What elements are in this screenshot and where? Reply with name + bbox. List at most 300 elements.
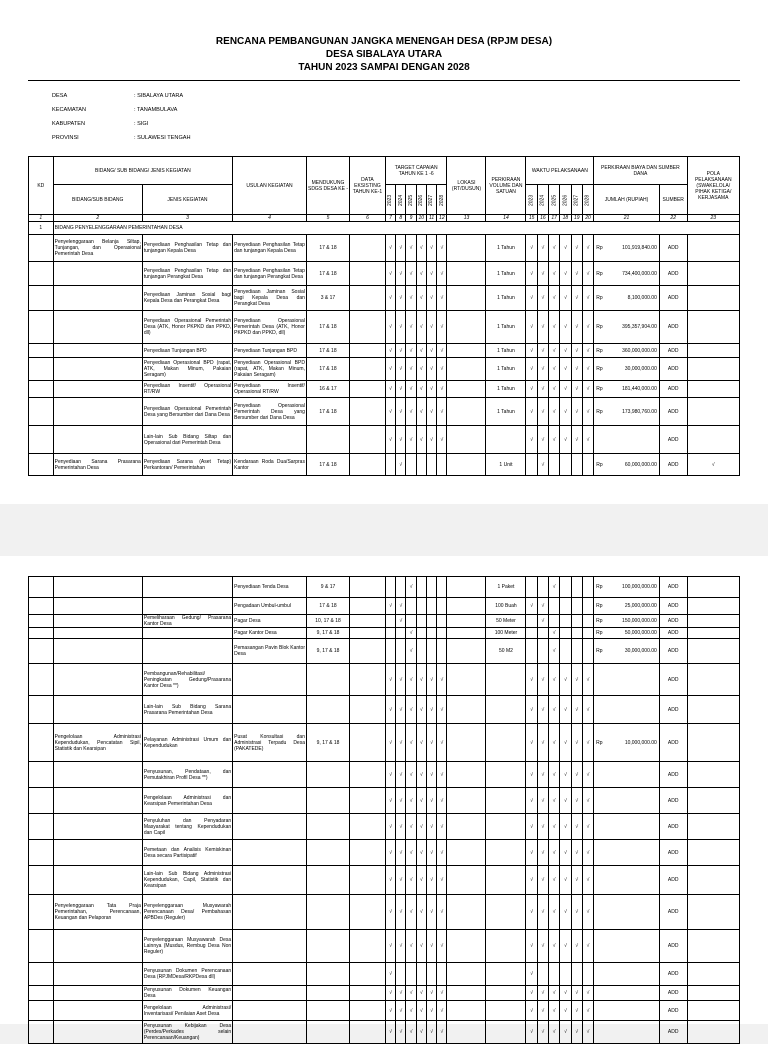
waktu-check: √ bbox=[537, 286, 548, 311]
header-target-year: 2024 bbox=[396, 185, 406, 215]
waktu-check: √ bbox=[560, 358, 571, 381]
sdgs-cell bbox=[307, 930, 350, 963]
waktu-check: √ bbox=[526, 235, 537, 262]
target-check: √ bbox=[426, 398, 436, 426]
target-check: √ bbox=[416, 840, 426, 866]
target-check: √ bbox=[426, 1021, 436, 1044]
sdgs-cell: 9, 17 & 18 bbox=[307, 724, 350, 762]
meta-value: : SULAWESI TENGAH bbox=[134, 135, 191, 141]
sumber-cell: ADD bbox=[659, 930, 687, 963]
target-check: √ bbox=[396, 311, 406, 344]
section-row bbox=[29, 222, 740, 235]
target-check bbox=[385, 628, 395, 639]
waktu-check bbox=[571, 639, 582, 664]
waktu-check bbox=[560, 963, 571, 986]
pola-cell bbox=[687, 840, 740, 866]
bidang-cell bbox=[53, 696, 142, 724]
target-check: √ bbox=[385, 788, 395, 814]
target-check: √ bbox=[396, 381, 406, 398]
target-check: √ bbox=[437, 762, 447, 788]
sdgs-cell: 17 & 18 bbox=[306, 344, 349, 358]
waktu-check: √ bbox=[537, 814, 548, 840]
target-check: √ bbox=[426, 814, 436, 840]
volume-cell: 1 Tahun bbox=[486, 286, 526, 311]
waktu-check: √ bbox=[526, 311, 537, 344]
waktu-check bbox=[549, 615, 560, 628]
waktu-check: √ bbox=[537, 426, 548, 454]
pola-cell bbox=[687, 398, 739, 426]
data-eksisting-cell bbox=[350, 1021, 386, 1044]
jumlah-cell bbox=[594, 762, 660, 788]
jumlah-wrap bbox=[595, 271, 658, 277]
column-number: 2 bbox=[53, 215, 142, 222]
target-check: √ bbox=[426, 724, 436, 762]
target-check: √ bbox=[416, 344, 426, 358]
bidang-cell bbox=[53, 963, 142, 986]
table-row bbox=[29, 262, 740, 286]
lokasi-cell bbox=[447, 426, 486, 454]
waktu-check: √ bbox=[582, 696, 593, 724]
sdgs-cell: 17 & 18 bbox=[306, 311, 349, 344]
waktu-check: √ bbox=[549, 840, 560, 866]
jenis-cell: Penyediaan Penghasilan Tetap dan tunjangan Perangkat Desa bbox=[142, 262, 232, 286]
target-check: √ bbox=[406, 895, 416, 930]
waktu-check: √ bbox=[560, 986, 571, 1001]
jumlah-wrap bbox=[595, 295, 658, 301]
bidang-cell bbox=[53, 577, 142, 598]
kd-cell bbox=[29, 454, 54, 476]
waktu-check: √ bbox=[549, 895, 560, 930]
currency-label: Rp bbox=[596, 386, 603, 392]
lokasi-cell bbox=[447, 840, 486, 866]
bidang-cell bbox=[53, 381, 142, 398]
target-check bbox=[437, 628, 447, 639]
data-eksisting-cell bbox=[350, 724, 386, 762]
pola-cell bbox=[687, 866, 740, 895]
waktu-check bbox=[537, 963, 548, 986]
waktu-check: √ bbox=[560, 1021, 571, 1044]
target-check: √ bbox=[385, 762, 395, 788]
lokasi-cell bbox=[447, 311, 486, 344]
jumlah-cell bbox=[594, 381, 660, 398]
target-check: √ bbox=[426, 895, 436, 930]
target-check: √ bbox=[426, 840, 436, 866]
target-check: √ bbox=[385, 381, 395, 398]
table-row bbox=[29, 963, 740, 986]
kd-cell bbox=[29, 1021, 54, 1044]
waktu-check: √ bbox=[571, 262, 582, 286]
column-number: 12 bbox=[437, 215, 447, 222]
waktu-check: √ bbox=[560, 426, 571, 454]
waktu-check: √ bbox=[549, 762, 560, 788]
data-eksisting-cell bbox=[350, 866, 386, 895]
waktu-check bbox=[526, 615, 537, 628]
data-eksisting-cell bbox=[350, 840, 386, 866]
jenis-cell: Pemeliharaan Gedung/ Prasarana Kantor Desa bbox=[143, 615, 232, 627]
column-number: 13 bbox=[447, 215, 486, 222]
waktu-check bbox=[571, 628, 582, 639]
jumlah-cell bbox=[594, 615, 660, 628]
target-check bbox=[406, 598, 416, 615]
waktu-check: √ bbox=[571, 724, 582, 762]
sumber-cell: ADD bbox=[659, 577, 687, 598]
waktu-check: √ bbox=[549, 986, 560, 1001]
column-number: 23 bbox=[687, 215, 739, 222]
jumlah-cell bbox=[594, 358, 660, 381]
target-check: √ bbox=[396, 235, 406, 262]
target-check: √ bbox=[406, 639, 416, 664]
target-check bbox=[416, 615, 426, 628]
waktu-check: √ bbox=[560, 814, 571, 840]
sumber-cell: ADD bbox=[659, 866, 687, 895]
target-check: √ bbox=[406, 724, 416, 762]
target-check: √ bbox=[426, 426, 436, 454]
header-target-year: 2028 bbox=[437, 185, 447, 215]
target-check bbox=[416, 628, 426, 639]
jenis-cell: Penyediaan Operasional Pemerintah Desa (ATK, Honor PKPKD dan PPKD, dll) bbox=[142, 311, 232, 344]
lokasi-cell bbox=[447, 286, 486, 311]
waktu-check: √ bbox=[560, 286, 571, 311]
waktu-check: √ bbox=[549, 724, 560, 762]
target-check: √ bbox=[396, 598, 406, 615]
column-number: 17 bbox=[549, 215, 560, 222]
lokasi-cell bbox=[447, 986, 486, 1001]
waktu-check bbox=[571, 963, 582, 986]
target-check: √ bbox=[385, 286, 395, 311]
waktu-check: √ bbox=[582, 840, 593, 866]
waktu-check: √ bbox=[571, 986, 582, 1001]
header-waktu-year: 2023 bbox=[526, 185, 537, 215]
kd-cell bbox=[29, 398, 54, 426]
pola-cell bbox=[687, 895, 740, 930]
target-check: √ bbox=[437, 358, 447, 381]
volume-cell: 100 Meter bbox=[486, 628, 526, 639]
waktu-check: √ bbox=[549, 639, 560, 664]
target-check: √ bbox=[437, 398, 447, 426]
target-check: √ bbox=[406, 286, 416, 311]
waktu-check: √ bbox=[526, 814, 537, 840]
jumlah-cell bbox=[594, 696, 660, 724]
bidang-cell bbox=[53, 840, 142, 866]
waktu-check bbox=[582, 577, 593, 598]
column-number: 10 bbox=[416, 215, 426, 222]
usulan-cell bbox=[233, 664, 307, 696]
waktu-check: √ bbox=[582, 895, 593, 930]
waktu-check: √ bbox=[571, 788, 582, 814]
jumlah-value: 50,000,000.00 bbox=[624, 630, 657, 636]
data-eksisting-cell bbox=[350, 398, 386, 426]
volume-cell bbox=[486, 762, 526, 788]
waktu-check: √ bbox=[537, 788, 548, 814]
target-check bbox=[437, 639, 447, 664]
waktu-check: √ bbox=[560, 398, 571, 426]
bidang-cell bbox=[53, 598, 142, 615]
target-check: √ bbox=[416, 930, 426, 963]
target-check bbox=[426, 639, 436, 664]
bidang-cell: Pengelolaan Administrasi Kependudukan, Pencatatan Sipil, Statistik dan Kearsipan bbox=[53, 724, 142, 762]
table-row bbox=[29, 762, 740, 788]
lokasi-cell bbox=[447, 895, 486, 930]
waktu-check: √ bbox=[560, 696, 571, 724]
target-check: √ bbox=[426, 664, 436, 696]
target-check: √ bbox=[406, 344, 416, 358]
jumlah-cell bbox=[594, 398, 660, 426]
sdgs-cell: 16 & 17 bbox=[306, 381, 349, 398]
doc-title-line1: RENCANA PEMBANGUNAN JANGKA MENENGAH DESA (RPJM DESA) bbox=[215, 36, 553, 47]
waktu-check: √ bbox=[526, 986, 537, 1001]
bidang-cell bbox=[53, 788, 142, 814]
waktu-check: √ bbox=[526, 840, 537, 866]
target-check: √ bbox=[437, 286, 447, 311]
waktu-check: √ bbox=[560, 664, 571, 696]
rpjm-table-part1 bbox=[28, 156, 740, 476]
target-check: √ bbox=[396, 262, 406, 286]
waktu-check: √ bbox=[526, 598, 537, 615]
waktu-check: √ bbox=[571, 895, 582, 930]
lokasi-cell bbox=[447, 696, 486, 724]
usulan-cell: Pagar Kantor Desa bbox=[233, 628, 307, 639]
jenis-cell: Penyusunan Dokumen Perencanaan Desa (RPJMDesa/RKPDesa dll) bbox=[142, 963, 232, 986]
waktu-check: √ bbox=[549, 286, 560, 311]
target-check: √ bbox=[437, 840, 447, 866]
sumber-cell: ADD bbox=[659, 664, 687, 696]
table-row bbox=[29, 398, 740, 426]
lokasi-cell bbox=[447, 615, 486, 628]
waktu-check: √ bbox=[560, 762, 571, 788]
waktu-check: √ bbox=[571, 398, 582, 426]
jumlah-wrap bbox=[595, 409, 658, 415]
jumlah-cell bbox=[594, 986, 660, 1001]
jenis-cell: Pembangunan/Rehabilitasi/ Peningkatan Gedung/Prasarana Kantor Desa **) bbox=[142, 664, 232, 696]
target-check: √ bbox=[437, 344, 447, 358]
waktu-check: √ bbox=[526, 724, 537, 762]
target-check: √ bbox=[426, 358, 436, 381]
target-check: √ bbox=[396, 454, 406, 476]
waktu-check bbox=[537, 628, 548, 639]
waktu-check: √ bbox=[571, 311, 582, 344]
doc-title-line3: TAHUN 2023 SAMPAI DENGAN 2028 bbox=[298, 62, 470, 73]
sumber-cell: ADD bbox=[659, 696, 687, 724]
sdgs-cell: 3 & 17 bbox=[306, 286, 349, 311]
sdgs-cell bbox=[307, 696, 350, 724]
header-kd: KD bbox=[29, 157, 54, 215]
waktu-check bbox=[549, 454, 560, 476]
sumber-cell: ADD bbox=[659, 381, 687, 398]
target-check: √ bbox=[426, 1001, 436, 1021]
target-check: √ bbox=[406, 866, 416, 895]
jumlah-cell bbox=[594, 235, 660, 262]
pola-cell bbox=[687, 930, 740, 963]
data-eksisting-cell bbox=[350, 814, 386, 840]
jumlah-cell bbox=[594, 866, 660, 895]
target-check: √ bbox=[416, 262, 426, 286]
data-eksisting-cell bbox=[350, 963, 386, 986]
lokasi-cell bbox=[447, 930, 486, 963]
jumlah-cell bbox=[594, 724, 660, 762]
header-sdgs: MENDUKUNG SDGS DESA KE - bbox=[306, 157, 349, 215]
kd-cell bbox=[29, 840, 54, 866]
bidang-cell bbox=[53, 286, 142, 311]
waktu-check: √ bbox=[549, 344, 560, 358]
waktu-check: √ bbox=[537, 895, 548, 930]
target-check: √ bbox=[396, 930, 406, 963]
sdgs-cell bbox=[307, 986, 350, 1001]
waktu-check: √ bbox=[537, 311, 548, 344]
jumlah-value: 8,100,000.00 bbox=[627, 295, 657, 301]
meta-desa bbox=[52, 92, 183, 100]
volume-cell bbox=[486, 840, 526, 866]
target-check bbox=[406, 615, 416, 628]
pola-cell bbox=[687, 381, 739, 398]
sumber-cell: ADD bbox=[659, 840, 687, 866]
waktu-check: √ bbox=[571, 866, 582, 895]
table-row bbox=[29, 814, 740, 840]
waktu-check: √ bbox=[537, 840, 548, 866]
target-check: √ bbox=[426, 866, 436, 895]
bidang-cell bbox=[53, 986, 142, 1001]
waktu-check: √ bbox=[537, 724, 548, 762]
bidang-cell bbox=[53, 358, 142, 381]
target-check: √ bbox=[406, 788, 416, 814]
target-check: √ bbox=[385, 358, 395, 381]
jenis-cell bbox=[142, 628, 232, 639]
sumber-cell: ADD bbox=[659, 426, 687, 454]
kd-cell bbox=[29, 724, 54, 762]
target-check: √ bbox=[437, 1021, 447, 1044]
waktu-check: √ bbox=[582, 1021, 593, 1044]
sdgs-cell bbox=[307, 963, 350, 986]
currency-label: Rp bbox=[596, 584, 603, 590]
usulan-cell bbox=[233, 814, 307, 840]
volume-cell: 100 Buah bbox=[486, 598, 526, 615]
waktu-check bbox=[582, 639, 593, 664]
data-eksisting-cell bbox=[350, 311, 386, 344]
waktu-check: √ bbox=[537, 235, 548, 262]
target-check bbox=[396, 639, 406, 664]
target-check: √ bbox=[406, 311, 416, 344]
data-eksisting-cell bbox=[350, 454, 386, 476]
jumlah-wrap bbox=[595, 245, 658, 251]
waktu-check bbox=[560, 454, 571, 476]
jumlah-value: 25,000,000.00 bbox=[624, 603, 657, 609]
header-target-year: 2027 bbox=[426, 185, 436, 215]
usulan-cell bbox=[233, 866, 307, 895]
waktu-check bbox=[582, 963, 593, 986]
sdgs-cell: 10, 17 & 18 bbox=[307, 615, 350, 628]
sumber-cell: ADD bbox=[659, 814, 687, 840]
sumber-cell: ADD bbox=[659, 398, 687, 426]
kd-cell bbox=[29, 311, 54, 344]
sdgs-cell bbox=[307, 1001, 350, 1021]
sdgs-cell bbox=[306, 426, 349, 454]
lokasi-cell bbox=[447, 577, 486, 598]
jenis-cell: Penyediaan Jaminan Sosial bagi Kepala Desa dan Perangkat Desa bbox=[142, 286, 232, 311]
jumlah-cell bbox=[594, 639, 660, 664]
jumlah-wrap bbox=[595, 630, 658, 636]
jumlah-wrap bbox=[595, 348, 658, 354]
sdgs-cell: 17 & 18 bbox=[307, 598, 350, 615]
usulan-cell: Pagar Desa bbox=[233, 615, 307, 628]
sumber-cell: ADD bbox=[659, 454, 687, 476]
sumber-cell: ADD bbox=[659, 311, 687, 344]
currency-label: Rp bbox=[596, 408, 603, 415]
currency-label: Rp bbox=[596, 295, 603, 301]
waktu-check: √ bbox=[526, 762, 537, 788]
volume-cell: 1 Tahun bbox=[486, 262, 526, 286]
target-check: √ bbox=[416, 1021, 426, 1044]
jumlah-cell bbox=[594, 628, 660, 639]
kd-cell bbox=[29, 762, 54, 788]
target-check bbox=[396, 963, 406, 986]
waktu-check: √ bbox=[537, 762, 548, 788]
jumlah-cell bbox=[594, 262, 660, 286]
waktu-check bbox=[560, 628, 571, 639]
jenis-cell: Pelayanan Administrasi Umum dan Kependudukan bbox=[142, 724, 232, 762]
waktu-check bbox=[549, 598, 560, 615]
waktu-check bbox=[582, 598, 593, 615]
target-check: √ bbox=[416, 286, 426, 311]
meta-value: : SIBALAYA UTARA bbox=[134, 93, 184, 99]
volume-cell: 1 Tahun bbox=[486, 235, 526, 262]
usulan-cell: Pengadaan Umbul-umbul bbox=[233, 598, 307, 615]
column-number-row bbox=[29, 215, 740, 222]
sdgs-cell: 17 & 18 bbox=[306, 358, 349, 381]
kd-cell bbox=[29, 381, 54, 398]
pola-cell bbox=[687, 577, 740, 598]
target-check: √ bbox=[406, 235, 416, 262]
jenis-cell: Penyelenggaraan Musyawarah Desa Lainnya (Musdus, Rembug Desa Non Reguler) bbox=[142, 930, 232, 963]
target-check: √ bbox=[406, 262, 416, 286]
waktu-check: √ bbox=[549, 358, 560, 381]
header-waktu-year: 2025 bbox=[549, 185, 560, 215]
header-jumlah: JUMLAH (RUPIAH) bbox=[594, 185, 660, 215]
kd-cell bbox=[29, 344, 54, 358]
pola-cell bbox=[687, 358, 739, 381]
lokasi-cell bbox=[447, 724, 486, 762]
target-check: √ bbox=[396, 1001, 406, 1021]
waktu-check: √ bbox=[549, 930, 560, 963]
target-check: √ bbox=[406, 1001, 416, 1021]
jumlah-cell bbox=[594, 344, 660, 358]
jenis-cell bbox=[142, 598, 232, 615]
jumlah-value: 30,000,000.00 bbox=[624, 366, 657, 372]
sdgs-cell bbox=[307, 895, 350, 930]
waktu-check bbox=[571, 615, 582, 628]
volume-cell: 1 Unit bbox=[486, 454, 526, 476]
waktu-check: √ bbox=[582, 311, 593, 344]
jumlah-cell bbox=[594, 814, 660, 840]
sumber-cell: ADD bbox=[659, 1021, 687, 1044]
pola-cell bbox=[687, 311, 739, 344]
waktu-check: √ bbox=[549, 1001, 560, 1021]
target-check: √ bbox=[396, 615, 406, 628]
pola-cell bbox=[687, 426, 739, 454]
target-check: √ bbox=[406, 398, 416, 426]
waktu-check: √ bbox=[582, 358, 593, 381]
waktu-check: √ bbox=[582, 1001, 593, 1021]
target-check bbox=[416, 963, 426, 986]
waktu-check bbox=[560, 598, 571, 615]
waktu-check: √ bbox=[526, 696, 537, 724]
usulan-cell bbox=[233, 840, 307, 866]
target-check: √ bbox=[385, 426, 395, 454]
usulan-cell: Penyediaan Operasional Pemerintah Desa (ATK, Honor PKPKD dan PPKD, dll) bbox=[233, 311, 307, 344]
usulan-cell bbox=[233, 1021, 307, 1044]
target-check: √ bbox=[416, 398, 426, 426]
waktu-check: √ bbox=[549, 577, 560, 598]
volume-cell: 1 Paket bbox=[486, 577, 526, 598]
target-check: √ bbox=[396, 426, 406, 454]
